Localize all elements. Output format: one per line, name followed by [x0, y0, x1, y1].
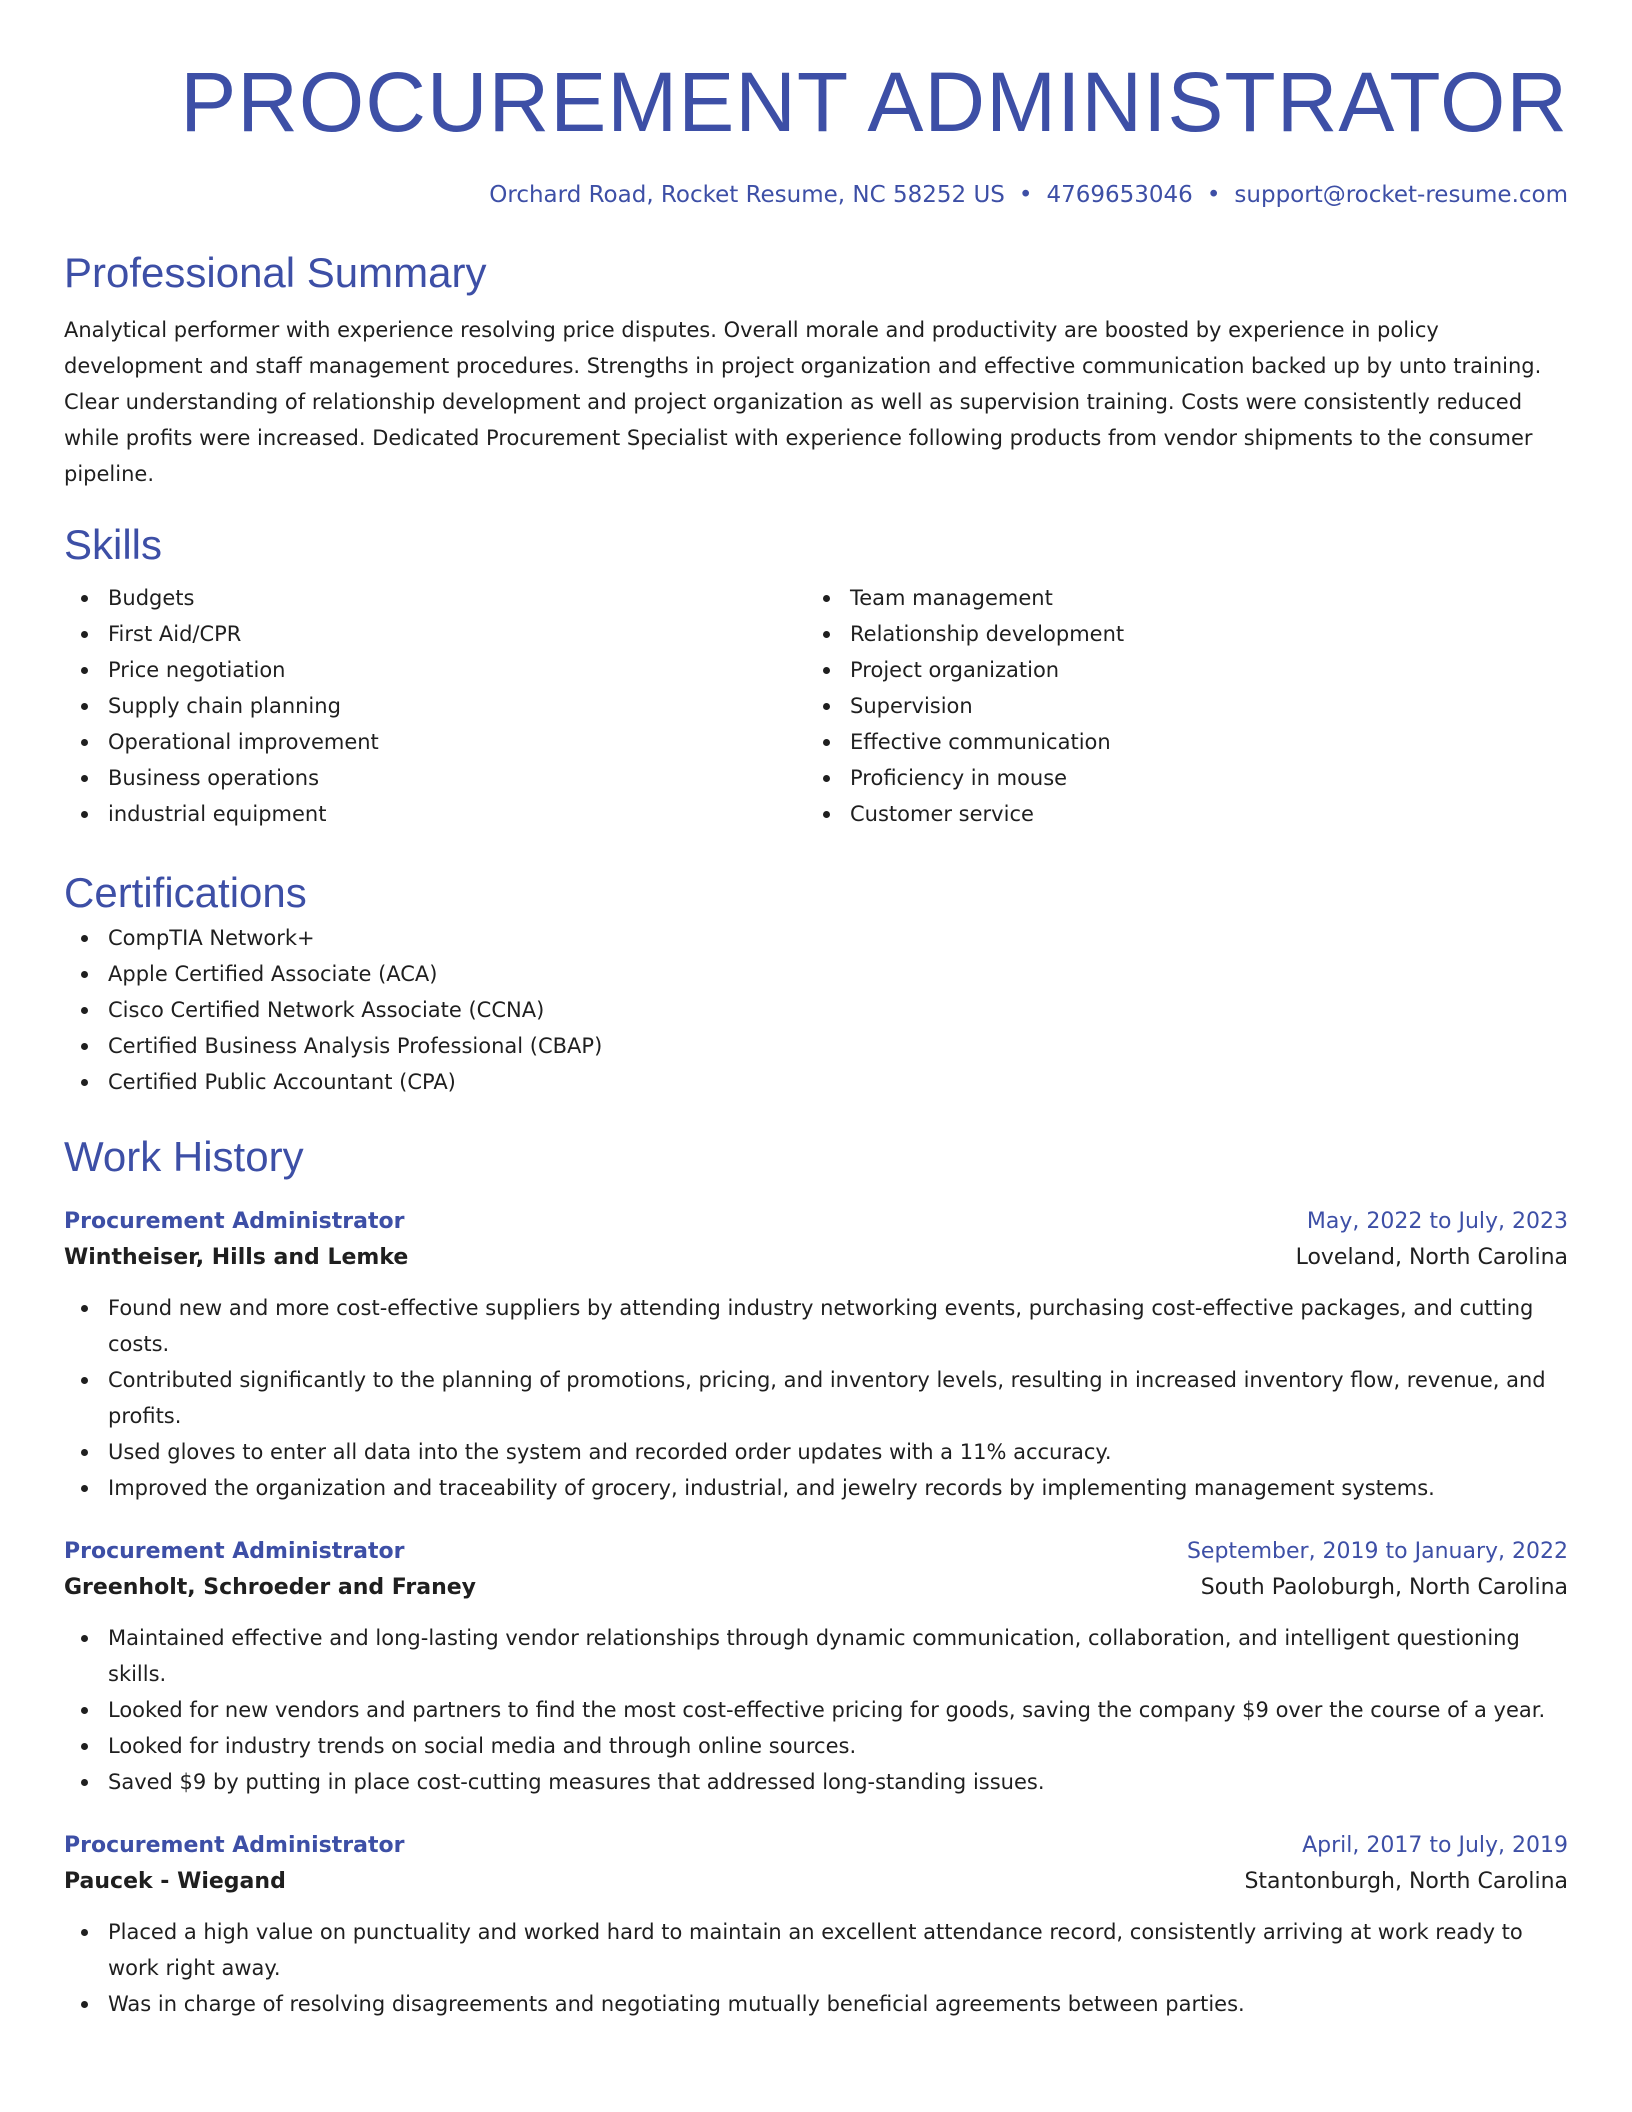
job-company: Greenholt, Schroeder and Franey	[64, 1575, 477, 1600]
certification-item: CompTIA Network+	[64, 920, 1568, 956]
skills-column-right	[806, 580, 1548, 832]
job-bullets	[64, 1914, 1568, 2022]
job-bullet: Looked for industry trends on social media and through online sources.	[64, 1728, 1568, 1764]
job-bullet: Improved the organization and traceability of grocery, industrial, and jewelry records by implementing management systems.	[64, 1470, 1568, 1506]
skill-item: Supply chain planning	[64, 688, 806, 724]
job-bullet: Saved $9 by putting in place cost-cutting measures that addressed long-standing issues.	[64, 1764, 1568, 1800]
job-entry	[64, 1828, 1568, 2022]
job-location: Loveland, North Carolina	[1295, 1245, 1568, 1270]
certifications-heading: Certifications	[64, 869, 307, 916]
skill-item: Team management	[806, 580, 1548, 616]
job-bullets	[64, 1290, 1568, 1506]
skill-item: Supervision	[806, 688, 1548, 724]
skills-list-left	[64, 580, 806, 832]
job-dates: April, 2017 to July, 2019	[1302, 1833, 1568, 1858]
certifications-list	[64, 920, 1568, 1100]
skills-grid	[64, 580, 1568, 832]
job-entry	[64, 1534, 1568, 1800]
skills-list-right	[806, 580, 1548, 832]
skills-heading: Skills	[64, 521, 163, 568]
job-title: Procurement Administrator	[64, 1539, 405, 1564]
summary-text: Analytical performer with experience resolving price disputes. Overall morale and productivity are boosted by experience in policy development and staff management procedures. Strengths in project organization and effective communication backed up by unto training. Clear understanding of relationship development and project organization as well as supervision training. Costs were consistently reduced while profits were increased. Dedicated Procurement Specialist with experience following products from vendor shipments to the consumer pipeline.	[64, 318, 1542, 486]
job-bullet: Was in charge of resolving disagreements and negotiating mutually beneficial agreements between parties.	[64, 1986, 1568, 2022]
skill-item: Effective communication	[806, 724, 1548, 760]
skills-column-left	[64, 580, 806, 832]
contact-separator: •	[1018, 182, 1033, 208]
job-company-row	[64, 1864, 1568, 1900]
resume-page	[64, 0, 1568, 2022]
skill-item: industrial equipment	[64, 796, 806, 832]
contact-line	[64, 180, 1568, 210]
job-title-row	[64, 1534, 1568, 1570]
job-location: Stantonburgh, North Carolina	[1244, 1869, 1568, 1894]
job-title-row	[64, 1204, 1568, 1240]
job-location: South Paoloburgh, North Carolina	[1200, 1575, 1568, 1600]
job-bullet: Looked for new vendors and partners to find the most cost-effective pricing for goods, saving the company $9 over the course of a year.	[64, 1692, 1568, 1728]
contact-phone: 4769653046	[1046, 182, 1193, 208]
job-bullet: Maintained effective and long-lasting vendor relationships through dynamic communication, collaboration, and intelligent questioning skills.	[64, 1620, 1568, 1692]
contact-address: Orchard Road, Rocket Resume, NC 58252 US	[489, 182, 1005, 208]
contact-email: support@rocket-resume.com	[1234, 182, 1568, 208]
skill-item: Customer service	[806, 796, 1548, 832]
skill-item: Relationship development	[806, 616, 1548, 652]
job-bullet: Found new and more cost-effective suppliers by attending industry networking events, purchasing cost-effective packages, and cutting costs.	[64, 1290, 1568, 1362]
work-history-heading: Work History	[64, 1133, 304, 1180]
skill-item: First Aid/CPR	[64, 616, 806, 652]
job-dates: May, 2022 to July, 2023	[1306, 1209, 1568, 1234]
certification-item: Apple Certified Associate (ACA)	[64, 956, 1568, 992]
job-title-row	[64, 1828, 1568, 1864]
job-bullet: Used gloves to enter all data into the system and recorded order updates with a 11% accuracy.	[64, 1434, 1568, 1470]
resume-name: PROCUREMENT ADMINISTRATOR	[180, 55, 1568, 149]
certification-item: Certified Public Accountant (CPA)	[64, 1064, 1568, 1100]
skill-item: Business operations	[64, 760, 806, 796]
job-bullet: Placed a high value on punctuality and worked hard to maintain an excellent attendance record, consistently arriving at work ready to work right away.	[64, 1914, 1568, 1986]
job-title: Procurement Administrator	[64, 1209, 405, 1234]
job-company: Paucek - Wiegand	[64, 1869, 286, 1894]
skill-item: Project organization	[806, 652, 1548, 688]
job-bullets	[64, 1620, 1568, 1800]
certification-item: Certified Business Analysis Professional (CBAP)	[64, 1028, 1568, 1064]
job-company-row	[64, 1570, 1568, 1606]
summary-heading: Professional Summary	[64, 249, 487, 296]
job-entry	[64, 1204, 1568, 1506]
skill-item: Operational improvement	[64, 724, 806, 760]
job-company-row	[64, 1240, 1568, 1276]
job-dates: September, 2019 to January, 2022	[1186, 1539, 1568, 1564]
skill-item: Budgets	[64, 580, 806, 616]
skill-item: Proficiency in mouse	[806, 760, 1548, 796]
certification-item: Cisco Certified Network Associate (CCNA)	[64, 992, 1568, 1028]
contact-separator: •	[1206, 182, 1221, 208]
job-company: Wintheiser, Hills and Lemke	[64, 1245, 409, 1270]
skill-item: Price negotiation	[64, 652, 806, 688]
job-bullet: Contributed significantly to the planning of promotions, pricing, and inventory levels, resulting in increased inventory flow, revenue, and profits.	[64, 1362, 1568, 1434]
job-title: Procurement Administrator	[64, 1833, 405, 1858]
